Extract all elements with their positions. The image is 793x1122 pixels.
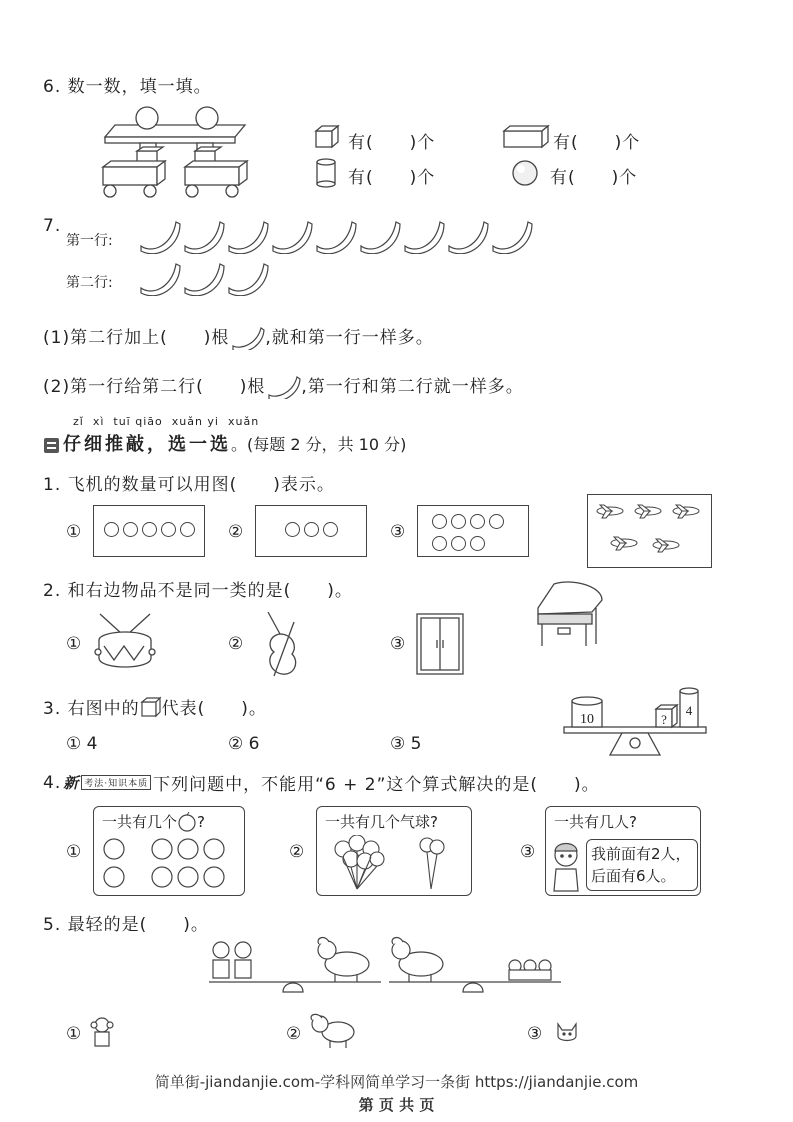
p5-question: 5. 最轻的是( )。: [43, 915, 209, 935]
block-figure: [95, 103, 255, 199]
banana-icon: [446, 218, 490, 254]
q7-row2-label: 第二行:: [66, 275, 113, 291]
seesaw-left: [205, 932, 385, 998]
circle-mark: [285, 522, 300, 537]
p5-option2-label[interactable]: ②: [286, 1024, 302, 1044]
section2-title: 仔细推敲，选一选: [63, 434, 231, 455]
section-number-icon: [44, 438, 59, 453]
circle-mark: [304, 522, 319, 537]
banana-icon: [226, 218, 270, 254]
circle-mark: [323, 522, 338, 537]
q7-row1-bananas: [138, 218, 534, 254]
q7-row1-label: 第一行:: [66, 233, 113, 249]
q6-title: 6. 数一数，填一填。: [43, 77, 212, 97]
p2-option1-label[interactable]: ①: [66, 634, 82, 654]
p4-box3-title: 一共有几人?: [554, 813, 637, 831]
p5-option1-label[interactable]: ①: [66, 1024, 82, 1044]
q6-cuboid-text: 有( )个: [553, 133, 641, 153]
circle-mark: [432, 514, 447, 529]
q7-sub2-a: (2)第一行给第二行( )根: [43, 377, 266, 397]
p2-question: 2. 和右边物品不是同一类的是( )。: [43, 581, 353, 601]
cat-icon[interactable]: [553, 1018, 581, 1048]
footer-page: 第 页 共 页: [358, 1096, 435, 1114]
p4-option1-label[interactable]: ①: [66, 842, 82, 862]
q6-sphere-text: 有( )个: [550, 168, 638, 188]
banana-icon: [138, 260, 182, 296]
monkey-icon[interactable]: [90, 1016, 114, 1048]
p4-box1-title: [102, 811, 205, 832]
circle-mark: [451, 536, 466, 551]
q7-number: 7.: [43, 216, 62, 236]
p4-option3-box[interactable]: [545, 806, 701, 896]
circle-mark: [470, 536, 485, 551]
sphere-icon: [510, 158, 540, 188]
p2-option3-label[interactable]: ③: [390, 634, 406, 654]
p4-number: 4.: [43, 772, 62, 793]
cuboid-icon: [502, 124, 550, 150]
circle-mark: [432, 536, 447, 551]
p1-option3-circles-bottom: [418, 536, 528, 551]
q7-sub1-a: (1)第二行加上( )根: [43, 328, 230, 348]
p4-option1-box[interactable]: [93, 806, 245, 896]
cube-icon: [314, 124, 340, 150]
balloons-icon: [331, 835, 461, 893]
banana-icon: [358, 218, 402, 254]
p3-question-a: 3. 右图中的: [43, 699, 140, 719]
q6-cube-text: 有( )个: [348, 133, 436, 153]
banana-icon: [226, 260, 270, 296]
q7-sub2-b: ,第一行和第二行就一样多。: [301, 377, 524, 397]
footer-site: 简单街-jiandanjie.com-学科网简单学习一条街 https://jiandanjie.com: [154, 1073, 639, 1091]
p5-option3-label[interactable]: ③: [527, 1024, 543, 1044]
p4-option2-box[interactable]: [316, 806, 472, 896]
p1-option3-box[interactable]: [417, 505, 529, 557]
p3-question-b: 代表( )。: [161, 699, 267, 719]
scale-right-value: 4: [685, 703, 693, 718]
wardrobe-icon[interactable]: [415, 612, 465, 676]
speech-bubble: [586, 839, 698, 891]
circle-mark: [161, 522, 176, 537]
banana-icon: [490, 218, 534, 254]
scale-question-mark: ?: [661, 712, 667, 727]
p1-question: 1. 飞机的数量可以用图( )表示。: [43, 475, 335, 495]
airplanes-picture: [587, 494, 712, 568]
p4-box1-qmark: ?: [197, 812, 205, 831]
p1-option1-box[interactable]: [93, 505, 205, 557]
apples-group: [100, 837, 238, 893]
p4-box2-title: 一共有几个气球?: [325, 813, 438, 831]
banana-icon: [138, 218, 182, 254]
banana-icon: [270, 218, 314, 254]
p4-question-line: [43, 770, 600, 795]
banana-icon: [182, 218, 226, 254]
p1-option1-circles: [94, 522, 204, 537]
p4-question: 下列问题中，不能用“6 + 2”这个算式解决的是( )。: [153, 775, 600, 795]
violin-icon[interactable]: [254, 610, 304, 680]
q7-sub2: [43, 372, 524, 399]
seesaw-right: [385, 932, 565, 998]
drum-icon[interactable]: [92, 612, 158, 672]
p4-option3-label[interactable]: ③: [520, 842, 536, 862]
p3-option1[interactable]: ① 4: [66, 734, 98, 754]
q7-sub1: [43, 323, 434, 350]
circle-mark: [451, 514, 466, 529]
circle-mark: [489, 514, 504, 529]
circle-mark: [123, 522, 138, 537]
p1-option2-box[interactable]: [255, 505, 367, 557]
p3-question: [43, 694, 267, 719]
p1-option3-label[interactable]: ③: [390, 522, 406, 542]
banana-icon: [265, 375, 301, 399]
circle-mark: [104, 522, 119, 537]
banana-icon: [229, 326, 265, 350]
new-badge: 新: [63, 774, 80, 792]
section2-score: 。(每题 2 分，共 10 分): [231, 435, 407, 454]
section2-heading: [44, 430, 406, 456]
p2-option2-label[interactable]: ②: [228, 634, 244, 654]
balance-scale: [560, 683, 710, 765]
banana-icon: [314, 218, 358, 254]
circle-mark: [470, 514, 485, 529]
cylinder-icon: [314, 157, 338, 189]
piano-icon: [532, 578, 608, 650]
banana-icon: [182, 260, 226, 296]
banana-icon: [402, 218, 446, 254]
p1-option3-circles-top: [418, 514, 528, 529]
airplane-icons: [588, 495, 711, 567]
p4-option2-label[interactable]: ②: [289, 842, 305, 862]
q7-row2-bananas: [138, 260, 270, 296]
circle-mark: [180, 522, 195, 537]
knowledge-tag: 考法·知识本质: [81, 775, 151, 790]
circle-mark: [142, 522, 157, 537]
child-avatar-icon: [548, 839, 584, 893]
p3-option2[interactable]: ② 6: [228, 734, 260, 754]
sheep-icon[interactable]: [308, 1012, 358, 1052]
cube-icon: [140, 696, 162, 718]
p4-box3-line2: 后面有6人。: [591, 867, 676, 885]
q7-sub1-b: ,就和第一行一样多。: [265, 328, 434, 348]
section2-pinyin: zǐ xì tuī qiāo xuǎn yi xuǎn: [73, 415, 260, 428]
p4-box1-text: 一共有几个: [102, 813, 178, 831]
q6-cylinder-text: 有( )个: [348, 168, 436, 188]
apple-icon: [177, 812, 197, 832]
p3-option3[interactable]: ③ 5: [390, 734, 422, 754]
p1-option2-label[interactable]: ②: [228, 522, 244, 542]
scale-left-value: 10: [580, 712, 594, 727]
p1-option2-circles: [256, 522, 366, 537]
p1-option1-label[interactable]: ①: [66, 522, 82, 542]
p4-box3-line1: 我前面有2人，: [591, 845, 691, 863]
